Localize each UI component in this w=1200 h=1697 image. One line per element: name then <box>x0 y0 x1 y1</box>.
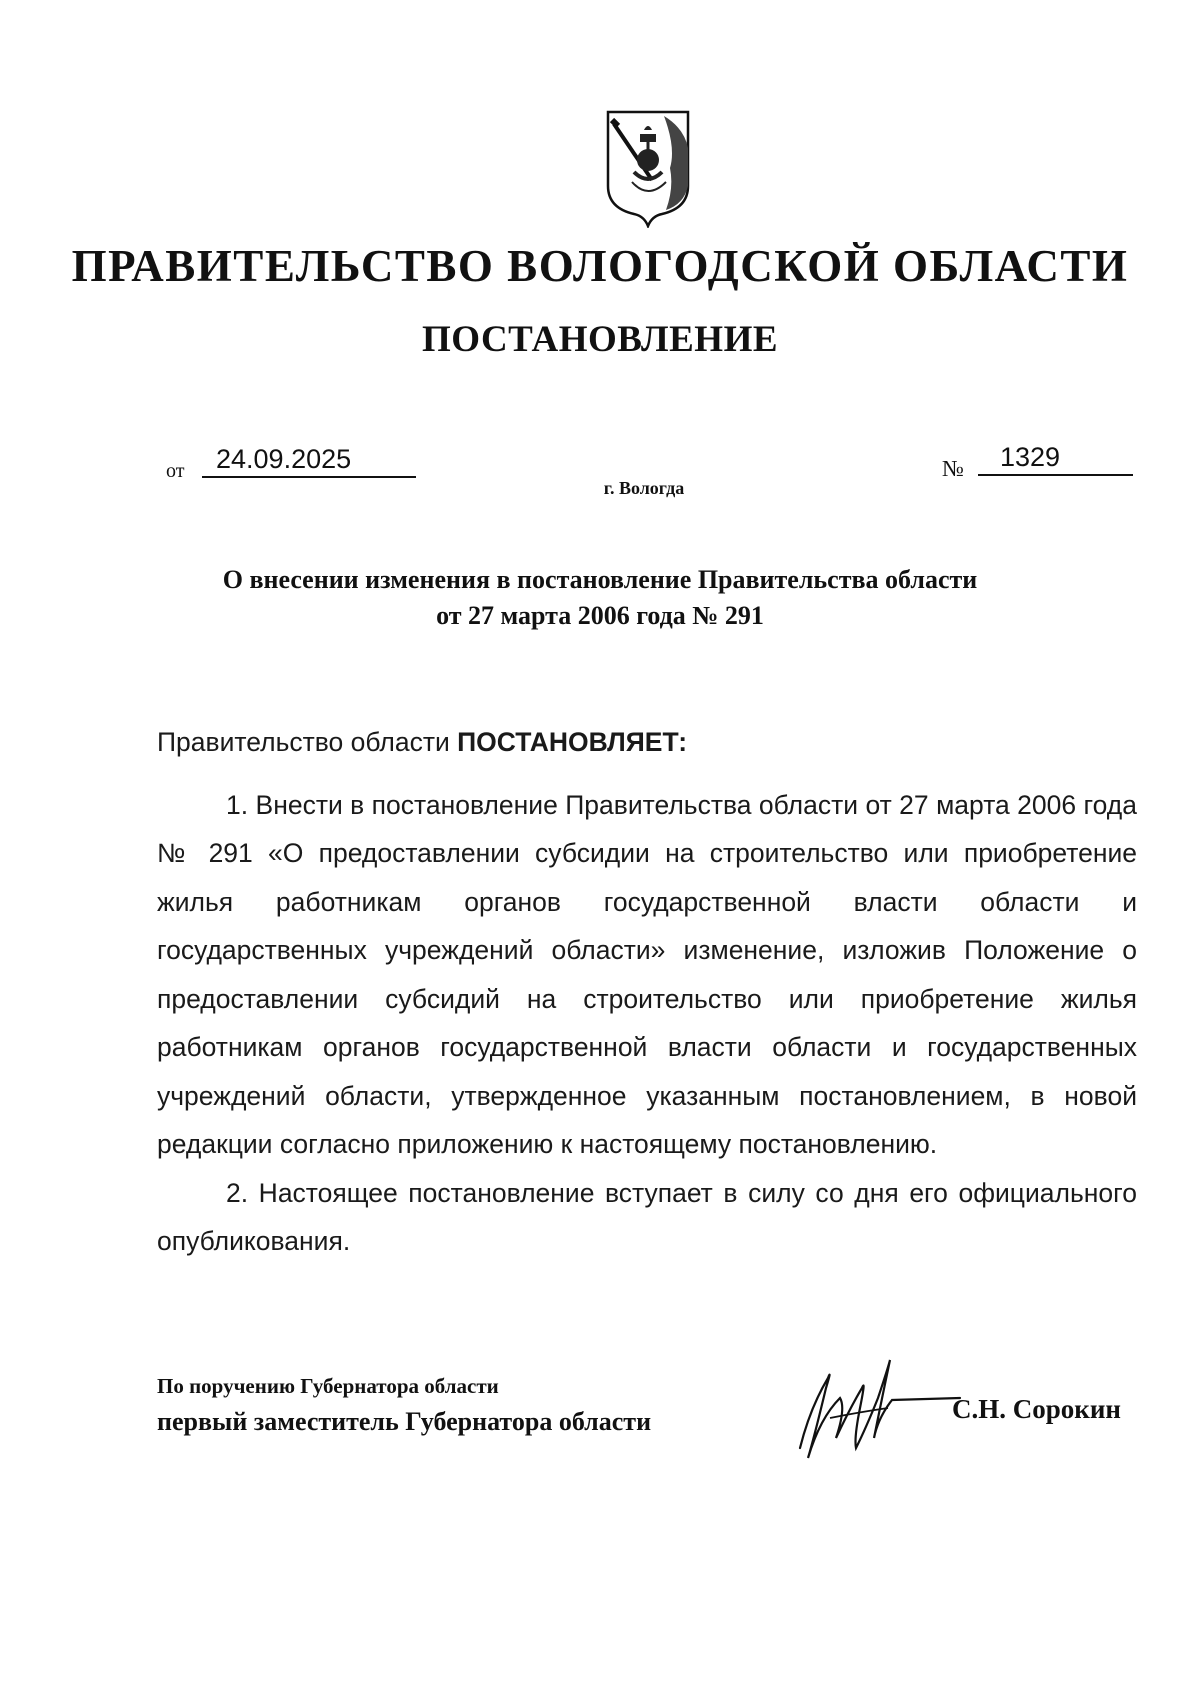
government-title: ПРАВИТЕЛЬСТВО ВОЛОГОДСКОЙ ОБЛАСТИ <box>71 241 1129 291</box>
date-label: от <box>166 460 185 482</box>
paragraph-1: 1. Внести в постановление Правительства области от 27 марта 2006 года № 291 «О предоставлении субсидии на строительство или приобретение жилья работникам органов государственной власти области и государственных учреждений области» изменение, изложив Положение о предоставлении субсидий на строительство или приобретение жилья работникам органов государственной власти области и государственных учреждений области, утвержденное указанным постановлением, в новой редакции согласно приложению к настоящему постановлению. <box>157 789 1137 1159</box>
intro <box>157 718 1137 767</box>
signatory-position <box>157 1368 651 1440</box>
handwritten-signature <box>770 1348 970 1468</box>
signatory-line-2: первый заместитель Губернатора области <box>157 1407 652 1436</box>
signatory-line-1: По поручению Губернатора области <box>157 1374 499 1398</box>
document-subject <box>0 562 1200 634</box>
coat-of-arms-icon <box>604 108 692 228</box>
subject-line-1: О внесении изменения в постановление Правительства области <box>222 565 978 594</box>
paragraph-2: 2. Настоящее постановление вступает в силу со дня его официального опубликования. <box>157 1177 1137 1256</box>
subject-line-2: от 27 марта 2006 года № 291 <box>436 601 764 630</box>
city: г. Вологда <box>603 478 685 498</box>
intro-bold: ПОСТАНОВЛЯЕТ: <box>457 727 688 757</box>
document-type: ПОСТАНОВЛЕНИЕ <box>421 319 779 360</box>
document-body <box>157 718 1137 1266</box>
intro-text: Правительство области <box>157 727 458 757</box>
date-value: 24.09.2025 <box>202 442 416 478</box>
number-label: № <box>942 456 964 481</box>
signer-name: С.Н. Сорокин <box>952 1394 1121 1424</box>
number-value: 1329 <box>978 440 1133 476</box>
